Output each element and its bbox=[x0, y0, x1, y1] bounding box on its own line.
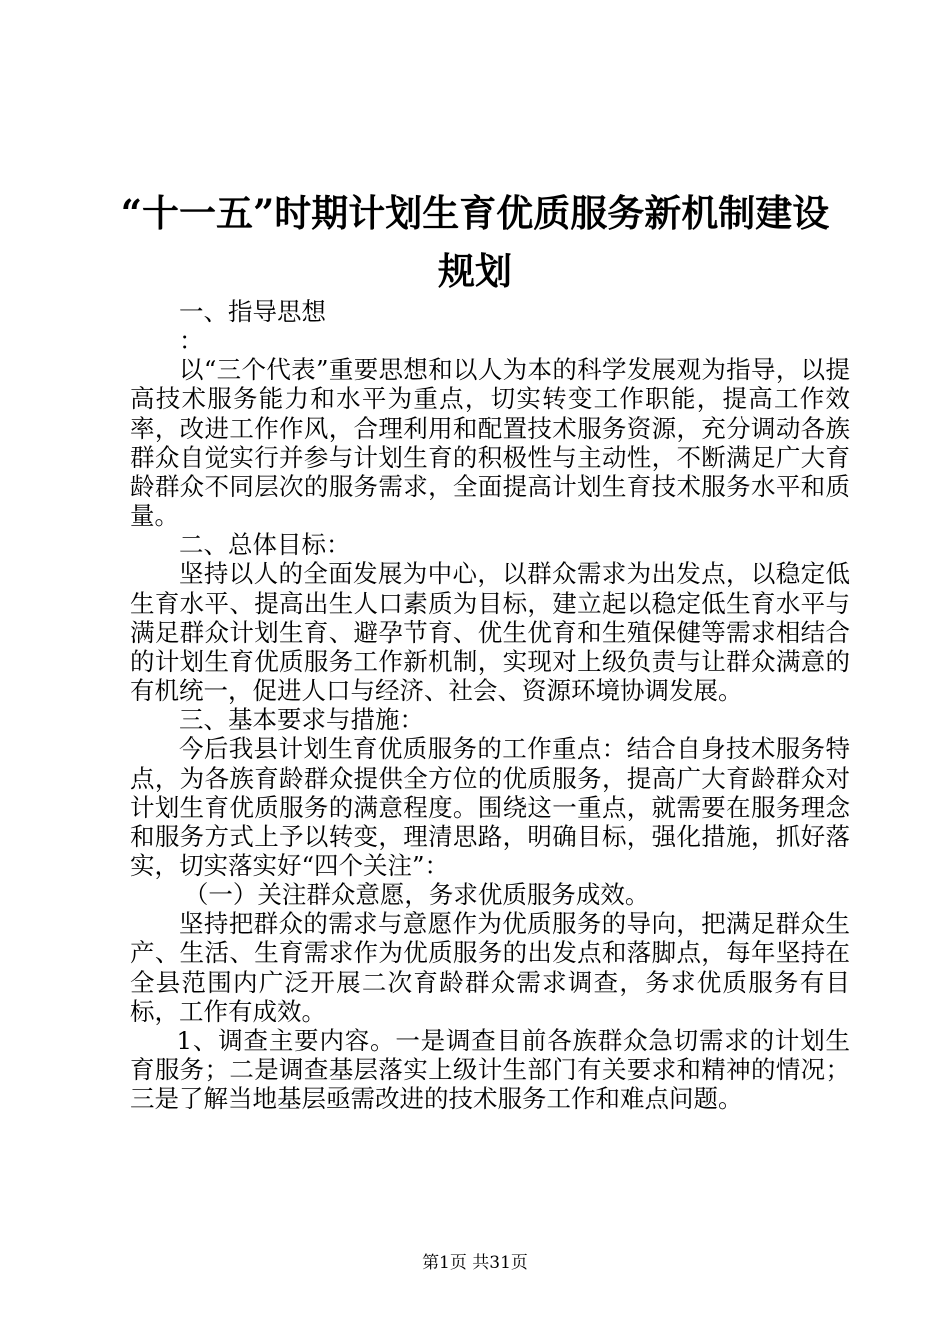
section-heading-requirements: 三、基本要求与措施： bbox=[179, 705, 424, 735]
paragraph-overall-goal: 坚持以人的全面发展为中心，以群众需求为出发点，以稳定低生育水平、提高出生人口素质为目标，建立起以稳定低生育水平与满足群众计划生育、避孕节育、优生优育和生殖保健等需求相结合的计划生育优质服务工作新机制，实现对上级负责与让群众满意的有机统一，促进人口与经济、社会、资源环境协调发展。 bbox=[130, 559, 850, 706]
document-title-line-1: “十一五”时期计划生育优质服务新机制建设 bbox=[120, 191, 830, 235]
paragraph-guiding-thought: 以“三个代表”重要思想和以人为本的科学发展观为指导，以提高技术服务能力和水平为重点，切实转变工作职能，提高工作效率，改进工作作风，合理利用和配置技术服务资源，充分调动各族群众自觉实行并参与计划生育的积极性与主动性，不断满足广大育龄群众不同层次的服务需求，全面提高计划生育技术服务水平和质量。 bbox=[130, 355, 850, 531]
subsection-heading-1: （一）关注群众意愿，务求优质服务成效。 bbox=[183, 880, 650, 910]
paragraph-public-demand: 坚持把群众的需求与意愿作为优质服务的导向，把满足群众生产、生活、生育需求作为优质服务的出发点和落脚点，每年坚持在全县范围内广泛开展二次育龄群众需求调查，务求优质服务有目标，工作有成效。 bbox=[130, 909, 850, 1026]
paragraph-survey-content: 1、调查主要内容。一是调查目前各族群众急切需求的计划生育服务；二是调查基层落实上级计生部门有关要求和精神的情况；三是了解当地基层亟需改进的技术服务工作和难点问题。 bbox=[130, 1025, 850, 1114]
document-title-line-2: 规划 bbox=[438, 249, 512, 293]
paragraph-work-focus: 今后我县计划生育优质服务的工作重点：结合自身技术服务特点，为各族育龄群众提供全方位的优质服务，提高广大育龄群众对计划生育优质服务的满意程度。围绕这一重点，就需要在服务理念和服务方式上予以转变，理清思路，明确目标，强化措施，抓好落实，切实落实好“四个关注”： bbox=[130, 734, 850, 880]
section-heading-overall-goal: 二、总体目标： bbox=[179, 530, 351, 560]
page-number-footer: 第1页 共31页 bbox=[422, 1253, 528, 1273]
document-body bbox=[130, 297, 850, 1113]
stray-colon: ： bbox=[179, 326, 204, 356]
section-heading-guiding-thought: 一、指导思想 bbox=[179, 297, 326, 326]
